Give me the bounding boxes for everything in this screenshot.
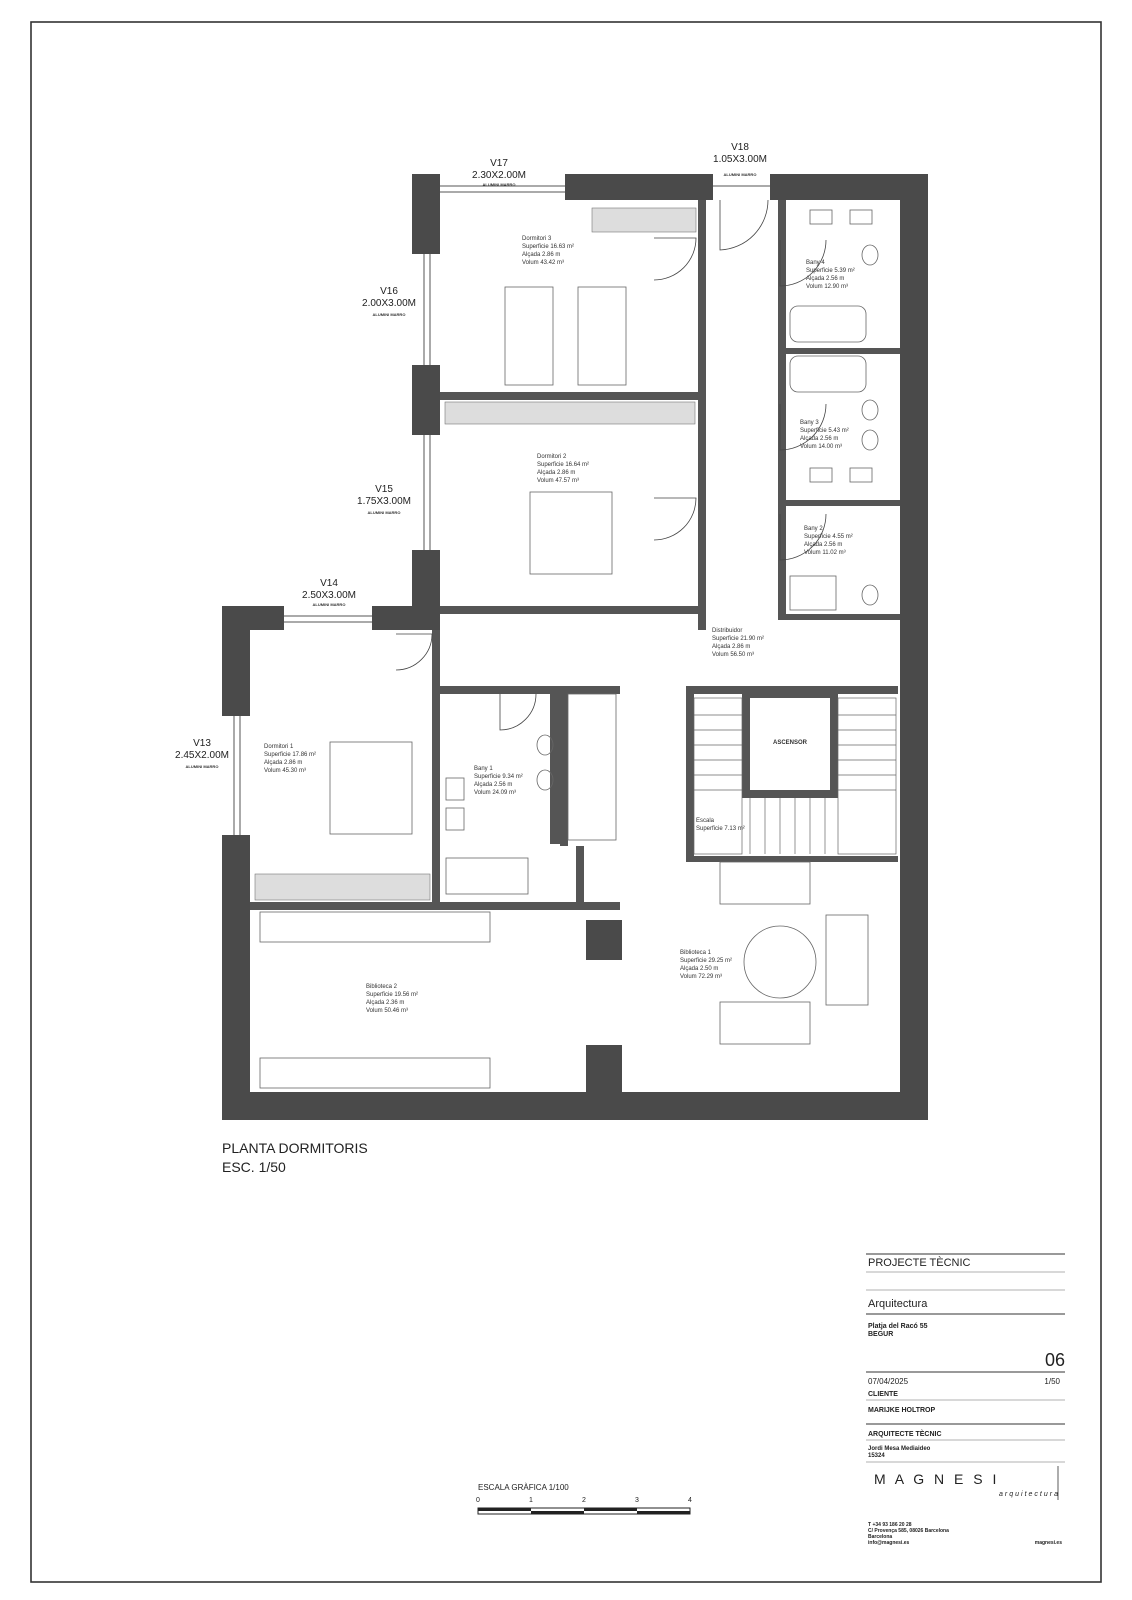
room-label-dormitori-3 <box>522 236 574 266</box>
svg-text:Volum 43.42 m³: Volum 43.42 m³ <box>522 260 565 266</box>
svg-text:Dormitori 2: Dormitori 2 <box>537 454 567 460</box>
tb-contact-email: info@magnesi.es <box>868 1540 910 1546</box>
svg-text:Bany 2: Bany 2 <box>804 526 823 532</box>
svg-text:Volum 14.00 m³: Volum 14.00 m³ <box>800 444 843 450</box>
window-size: 2.45X2.00M <box>175 750 229 761</box>
room-label-escala <box>696 818 745 832</box>
svg-text:Superficie 17.86 m²: Superficie 17.86 m² <box>264 752 317 758</box>
svg-text:Volum 56.50 m³: Volum 56.50 m³ <box>712 652 755 658</box>
svg-text:Superficie 16.64 m²: Superficie 16.64 m² <box>537 462 590 468</box>
window-id: V14 <box>320 578 338 589</box>
room-label-bany-3 <box>800 420 849 450</box>
room-label-bany-1 <box>474 766 523 796</box>
window-label-v18 <box>713 142 767 177</box>
svg-text:Bany 1: Bany 1 <box>474 766 493 772</box>
tb-architect-reg: 15324 <box>868 1453 885 1459</box>
svg-text:Escala: Escala <box>696 818 715 824</box>
svg-text:Superficie 7.13 m²: Superficie 7.13 m² <box>696 826 745 832</box>
graphic-scale-label: ESCALA GRÀFICA 1/100 <box>478 1483 569 1492</box>
svg-text:Volum 45.30 m³: Volum 45.30 m³ <box>264 768 307 774</box>
svg-text:Alçada 2.86 m: Alçada 2.86 m <box>537 470 576 476</box>
tb-studio-name: M A G N E S I <box>874 1471 1000 1487</box>
room-label-biblioteca-2 <box>366 984 418 1014</box>
svg-text:Bany 4: Bany 4 <box>806 260 825 266</box>
svg-text:Volum 12.90 m³: Volum 12.90 m³ <box>806 284 849 290</box>
doors <box>396 200 826 730</box>
room-label-dormitori-2 <box>537 454 589 484</box>
tb-architect-label: ARQUITECTE TÈCNIC <box>868 1431 942 1438</box>
room-label-biblioteca-1 <box>680 950 732 980</box>
window-material: ALUMINI MARRO <box>372 312 406 317</box>
svg-text:Biblioteca 1: Biblioteca 1 <box>680 950 712 956</box>
tb-scale: 1/50 <box>1044 1377 1060 1386</box>
graphic-scale-tick: 3 <box>635 1497 639 1504</box>
wardrobes <box>255 208 696 900</box>
tb-contact-line3: Barcelona <box>868 1534 893 1540</box>
svg-text:Dormitori 3: Dormitori 3 <box>522 236 552 242</box>
svg-text:Alçada 2.56 m: Alçada 2.56 m <box>806 276 845 282</box>
tb-contact-line1: T +34 93 186 20 28 <box>868 1522 912 1528</box>
interior-walls <box>250 200 900 910</box>
svg-text:ASCENSOR: ASCENSOR <box>772 740 808 746</box>
window-material: ALUMINI MARRO <box>482 182 516 187</box>
svg-text:Volum 50.46 m³: Volum 50.46 m³ <box>366 1008 409 1014</box>
exterior-walls <box>222 174 928 1120</box>
svg-text:Alçada 2.86 m: Alçada 2.86 m <box>522 252 561 258</box>
svg-text:Dormitori 1: Dormitori 1 <box>264 744 294 750</box>
tb-client-name: MARIJKE HOLTROP <box>868 1407 936 1414</box>
window-label-v16 <box>362 286 416 317</box>
window-material: ALUMINI MARRO <box>723 172 757 177</box>
tb-contact-web: magnesi.es <box>1034 1540 1062 1546</box>
drawing-scale: ESC. 1/50 <box>222 1159 286 1175</box>
room-label-bany-4 <box>806 260 855 290</box>
svg-text:Alçada 2.86 m: Alçada 2.86 m <box>264 760 303 766</box>
window-id: V13 <box>193 738 211 749</box>
window-id: V18 <box>731 142 749 153</box>
svg-text:Alçada 2.86 m: Alçada 2.86 m <box>712 644 751 650</box>
svg-text:Volum 72.29 m³: Volum 72.29 m³ <box>680 974 723 980</box>
window-label-v13 <box>175 738 229 769</box>
window-size: 2.30X2.00M <box>472 170 526 181</box>
floor-plan <box>222 174 928 1120</box>
tb-project: PROJECTE TÈCNIC <box>868 1257 971 1269</box>
room-label-bany-2 <box>804 526 853 556</box>
tb-date: 07/04/2025 <box>868 1377 909 1386</box>
svg-text:Superficie 16.63 m²: Superficie 16.63 m² <box>522 244 575 250</box>
window-label-v14 <box>302 578 356 607</box>
svg-text:Alçada 2.56 m: Alçada 2.56 m <box>474 782 513 788</box>
window-material: ALUMINI MARRO <box>185 764 219 769</box>
graphic-scale-tick: 2 <box>582 1497 586 1504</box>
tb-discipline: Arquitectura <box>868 1298 928 1310</box>
window-size: 1.75X3.00M <box>357 496 411 507</box>
svg-text:Alçada 2.56 m: Alçada 2.56 m <box>800 436 839 442</box>
title-block <box>866 1254 1065 1546</box>
svg-text:Volum 24.09 m³: Volum 24.09 m³ <box>474 790 517 796</box>
svg-text:Superficie 4.55 m²: Superficie 4.55 m² <box>804 534 853 540</box>
drawing-title: PLANTA DORMITORIS <box>222 1140 368 1156</box>
tb-studio-sub: arquitectura <box>999 1491 1060 1498</box>
svg-text:Volum 47.57 m³: Volum 47.57 m³ <box>537 478 580 484</box>
svg-text:Superficie 29.25 m²: Superficie 29.25 m² <box>680 958 733 964</box>
window-size: 2.50X3.00M <box>302 590 356 601</box>
graphic-scale <box>476 1483 692 1514</box>
window-id: V15 <box>375 484 393 495</box>
window-material: ALUMINI MARRO <box>312 602 346 607</box>
graphic-scale-tick: 1 <box>529 1497 533 1504</box>
tb-contact-line2: C/ Provença 585, 08026 Barcelona <box>868 1528 949 1534</box>
svg-text:Superficie 21.90 m²: Superficie 21.90 m² <box>712 636 765 642</box>
window-material: ALUMINI MARRO <box>367 510 401 515</box>
tb-sheet-number: 06 <box>1044 1350 1065 1370</box>
tb-architect-name: Jordi Mesa Mediaideo <box>868 1446 931 1452</box>
room-label-ascensor <box>773 740 808 746</box>
window-size: 1.05X3.00M <box>713 154 767 165</box>
tb-address-line2: BEGUR <box>868 1331 894 1338</box>
svg-text:Alçada 2.50 m: Alçada 2.50 m <box>680 966 719 972</box>
svg-text:Superficie 5.43 m²: Superficie 5.43 m² <box>800 428 849 434</box>
svg-text:Volum 11.02 m³: Volum 11.02 m³ <box>804 550 846 556</box>
svg-text:Alçada 2.36 m: Alçada 2.36 m <box>366 1000 405 1006</box>
svg-text:Bany 3: Bany 3 <box>800 420 819 426</box>
svg-text:Superficie 9.34 m²: Superficie 9.34 m² <box>474 774 523 780</box>
tb-address-line1: Platja del Racó 55 <box>868 1323 928 1330</box>
svg-text:Superficie 5.39 m²: Superficie 5.39 m² <box>806 268 855 274</box>
svg-text:Superficie 19.56 m²: Superficie 19.56 m² <box>366 992 419 998</box>
room-label-distribuidor <box>712 628 764 658</box>
window-label-v17 <box>472 158 526 187</box>
svg-text:Alçada 2.56 m: Alçada 2.56 m <box>804 542 843 548</box>
window-id: V16 <box>380 286 398 297</box>
window-size: 2.00X3.00M <box>362 298 416 309</box>
svg-text:Distribuidor: Distribuidor <box>712 628 743 634</box>
svg-text:Biblioteca 2: Biblioteca 2 <box>366 984 398 990</box>
graphic-scale-tick: 4 <box>688 1497 692 1504</box>
graphic-scale-tick: 0 <box>476 1497 480 1504</box>
window-id: V17 <box>490 158 508 169</box>
window-label-v15 <box>357 484 411 515</box>
room-label-dormitori-1 <box>264 744 316 774</box>
tb-client-label: CLIENTE <box>868 1391 898 1398</box>
